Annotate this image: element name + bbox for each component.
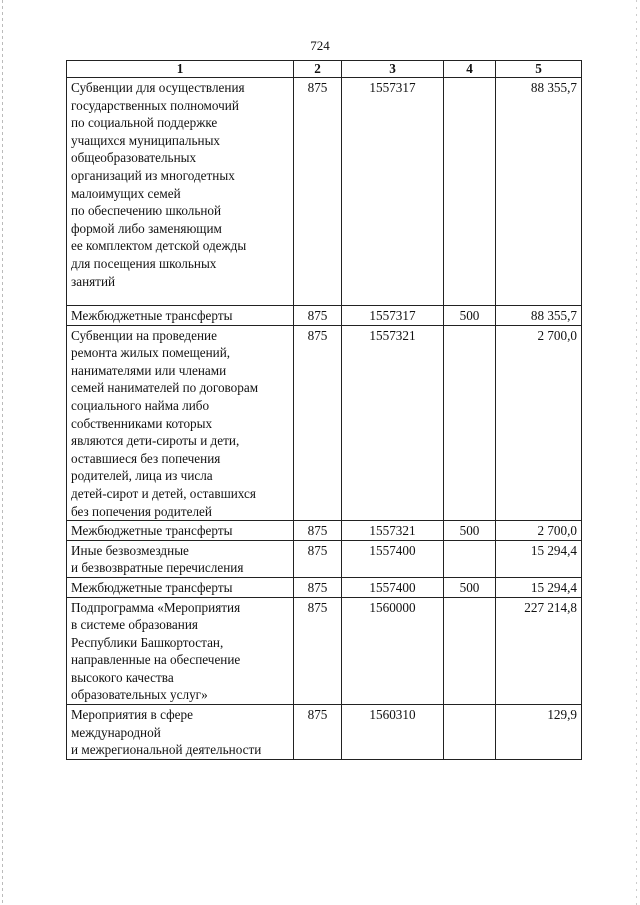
budget-table — [66, 60, 582, 760]
row-amount-cell: 88 355,7 — [496, 306, 582, 326]
table-row — [67, 705, 582, 760]
table-row — [67, 78, 582, 306]
row-name-cell: Мероприятия в сфере международной и межрегиональной деятельности — [67, 705, 294, 760]
header-col-2: 2 — [294, 61, 342, 78]
row-expense-type-cell: 500 — [444, 577, 496, 597]
row-target-article-cell: 1557317 — [342, 306, 444, 326]
table-row — [67, 325, 582, 521]
scan-edge-left — [2, 0, 3, 905]
row-expense-type-cell — [444, 325, 496, 521]
row-amount-cell: 129,9 — [496, 705, 582, 760]
row-amount-cell: 2 700,0 — [496, 325, 582, 521]
row-ved-code-cell: 875 — [294, 78, 342, 306]
row-ved-code-cell: 875 — [294, 540, 342, 577]
row-expense-type-cell — [444, 597, 496, 705]
row-expense-type-cell — [444, 540, 496, 577]
row-target-article-cell: 1560000 — [342, 597, 444, 705]
table-row — [67, 540, 582, 577]
row-target-article-cell: 1557400 — [342, 577, 444, 597]
row-expense-type-cell: 500 — [444, 521, 496, 541]
header-col-4: 4 — [444, 61, 496, 78]
row-name-cell: Подпрограмма «Мероприятия в системе образования Республики Башкортостан, направленные на обеспечение высокого качества образовательных услуг» — [67, 597, 294, 705]
row-ved-code-cell: 875 — [294, 306, 342, 326]
row-ved-code-cell: 875 — [294, 577, 342, 597]
table-header-row — [67, 61, 582, 78]
row-name-cell: Субвенции на проведение ремонта жилых помещений, нанимателями или членами семей нанимателей по договорам социального найма либо собственниками которых являются дети-сироты и дети, оставшиеся без попечения родителей, лица из числа детей-сирот и детей, оставшихся без попечения родителей — [67, 325, 294, 521]
row-target-article-cell: 1557321 — [342, 325, 444, 521]
row-name-cell: Иные безвозмездные и безвозвратные перечисления — [67, 540, 294, 577]
row-expense-type-cell — [444, 705, 496, 760]
row-amount-cell: 227 214,8 — [496, 597, 582, 705]
row-expense-type-cell — [444, 78, 496, 306]
table-row — [67, 577, 582, 597]
row-name-cell: Межбюджетные трансферты — [67, 577, 294, 597]
row-name-cell: Межбюджетные трансферты — [67, 521, 294, 541]
header-col-3: 3 — [342, 61, 444, 78]
row-ved-code-cell: 875 — [294, 597, 342, 705]
row-amount-cell: 88 355,7 — [496, 78, 582, 306]
row-name-cell: Межбюджетные трансферты — [67, 306, 294, 326]
row-target-article-cell: 1557400 — [342, 540, 444, 577]
row-amount-cell: 15 294,4 — [496, 540, 582, 577]
table-row — [67, 597, 582, 705]
scan-edge-right — [636, 0, 637, 905]
page-number: 724 — [310, 38, 330, 53]
row-ved-code-cell: 875 — [294, 705, 342, 760]
header-col-5: 5 — [496, 61, 582, 78]
row-amount-cell: 2 700,0 — [496, 521, 582, 541]
row-target-article-cell: 1557321 — [342, 521, 444, 541]
row-name-cell: Субвенции для осуществления государственных полномочий по социальной поддержке учащихся муниципальных общеобразовательных организаций из многодетных малоимущих семей по обеспечению школьной формой либо заменяющим ее комплектом детской одежды для посещения школьных занятий — [67, 78, 294, 306]
row-expense-type-cell: 500 — [444, 306, 496, 326]
row-ved-code-cell: 875 — [294, 325, 342, 521]
header-col-1: 1 — [67, 61, 294, 78]
row-ved-code-cell: 875 — [294, 521, 342, 541]
table-row — [67, 521, 582, 541]
row-target-article-cell: 1560310 — [342, 705, 444, 760]
table-row — [67, 306, 582, 326]
row-target-article-cell: 1557317 — [342, 78, 444, 306]
row-amount-cell: 15 294,4 — [496, 577, 582, 597]
